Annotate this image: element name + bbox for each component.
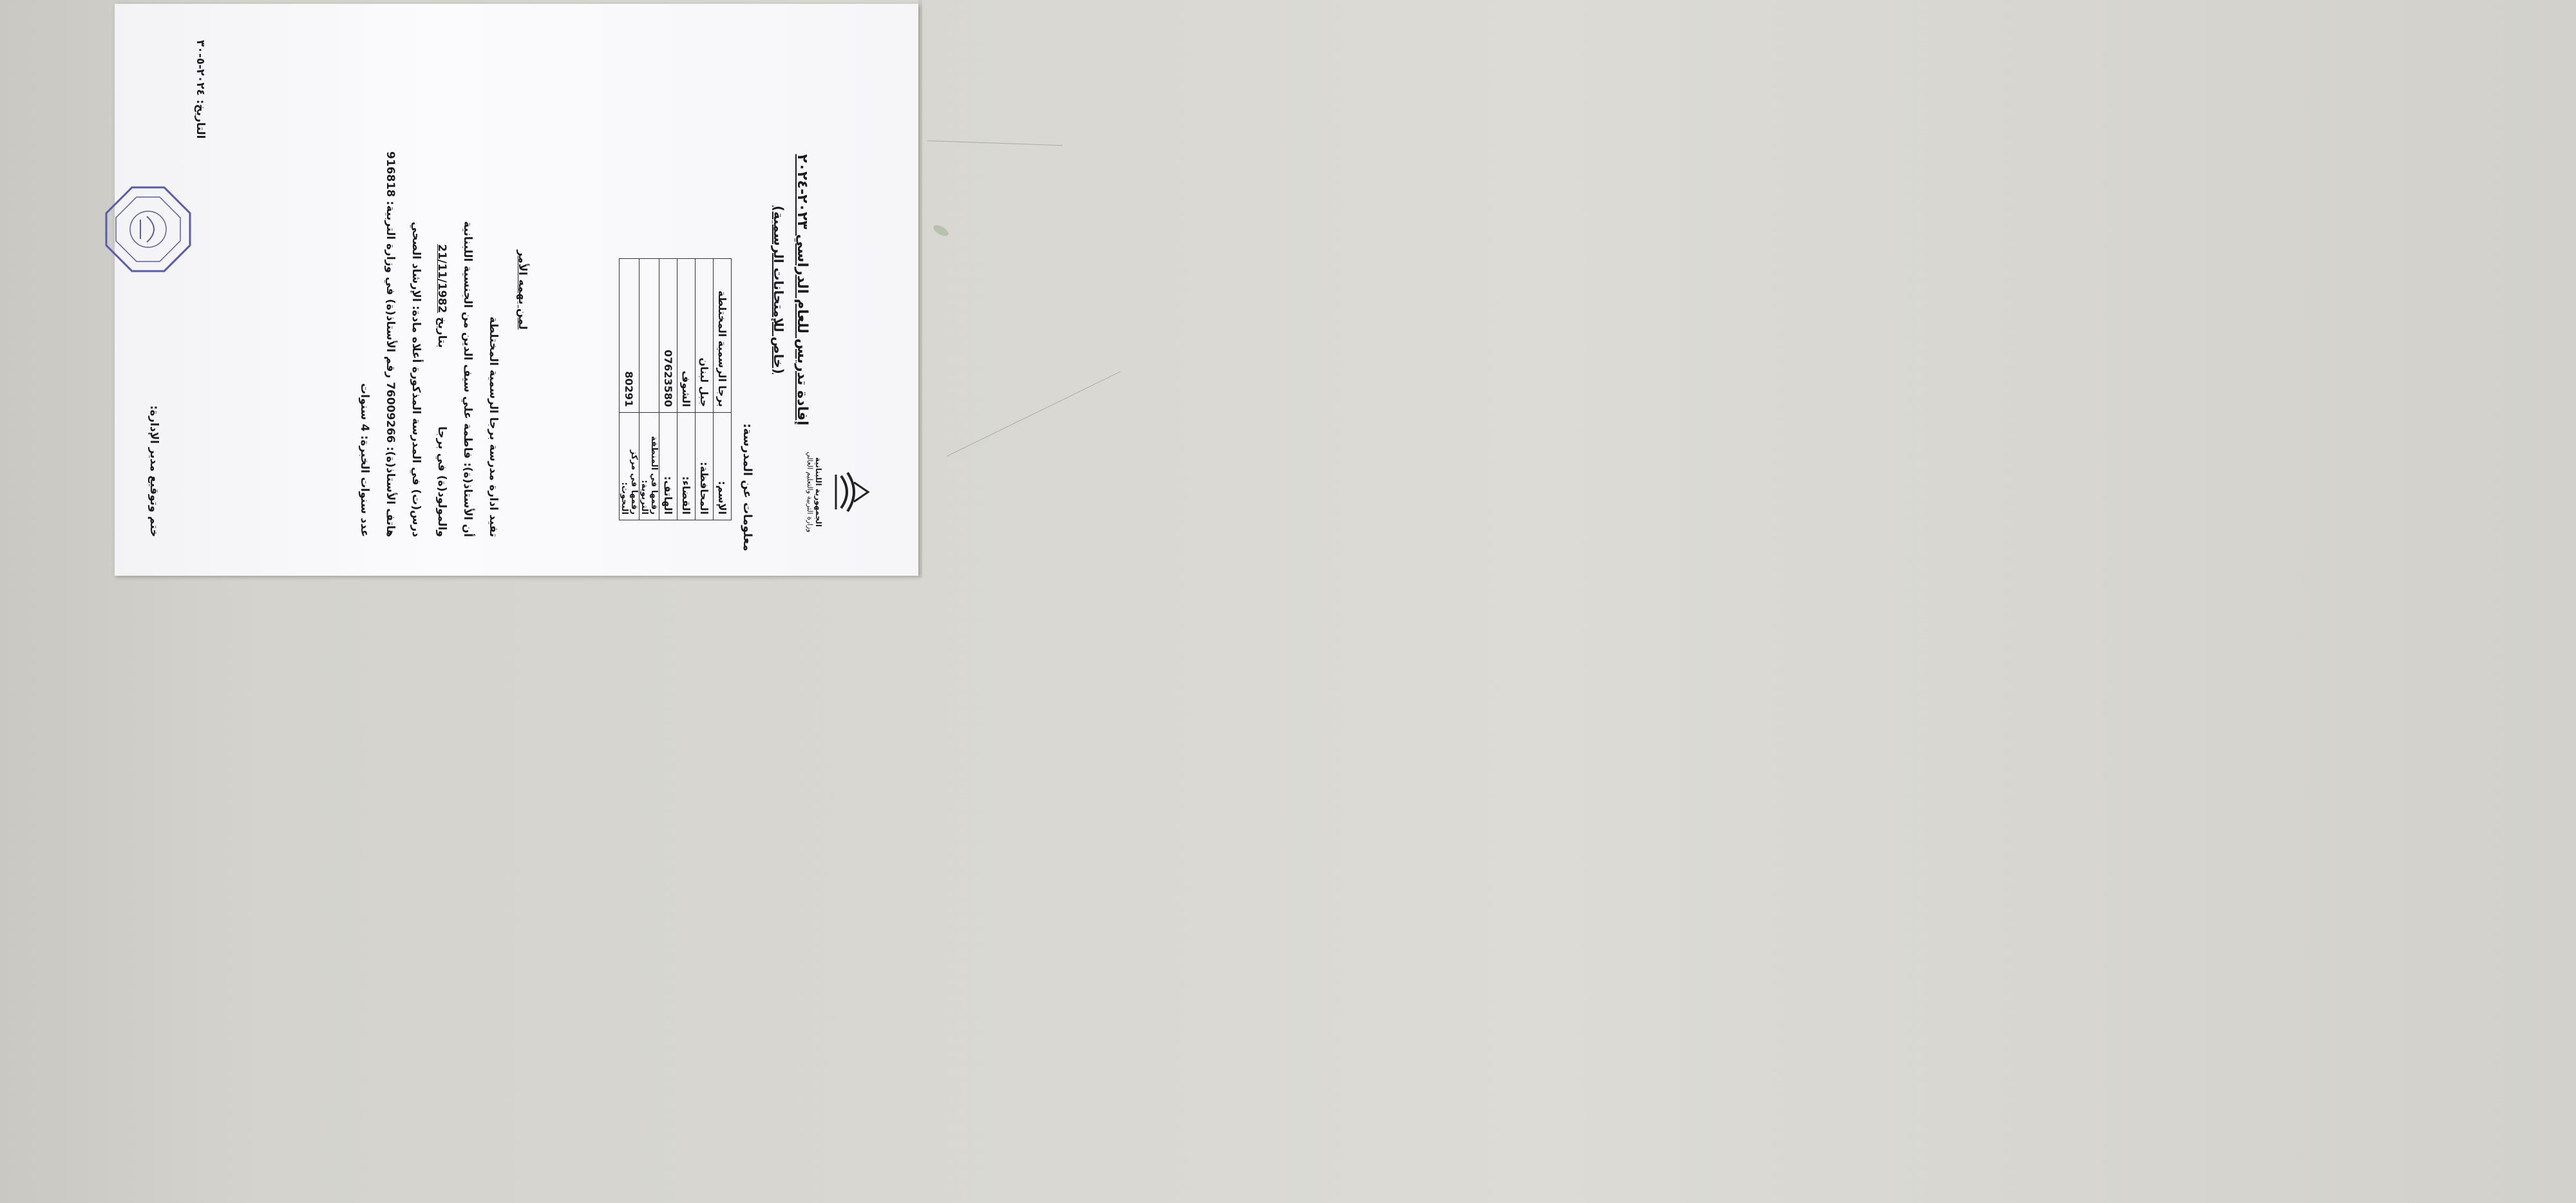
school-info-table [619,258,732,520]
body-line-school: تفيد ادارة مدرسة برجا الرسمية المختلطة [487,316,500,537]
info-label: المحافظة: [696,413,714,520]
signature-label: ختم وتوقيع مدير الإدارة: [147,405,160,537]
ministry-number: 916818 [384,151,397,197]
document-content [115,4,918,576]
page-edge-shadow [918,0,922,578]
teacher-prefix: أن الأستاذ(ة): [461,462,474,537]
experience-value: 4 سنوات [358,383,371,432]
info-label: الهاتف: [659,413,677,520]
teacher-name: فاطمة علي سيف الدين من الجنسية اللبنانية [461,221,474,459]
table-crease [927,140,1063,146]
info-value: الشوف [677,259,696,413]
birth-date-label: بتاريخ [435,317,448,348]
to-whom-it-may-concern: لمن يهمه الأمر [516,250,529,330]
info-value: 07623580 [659,259,677,413]
ministry-logo-icon [828,469,873,515]
ministry-label: وزارة التربية والتعليم العالي [806,451,814,533]
info-label: رقمها في مركز البحوث: [620,413,639,520]
body-line-birth [435,244,448,537]
school-stamp-icon [103,184,193,274]
document-date: التاريخ: ٢٠٢٤-٥-٣٠ [194,40,207,139]
table-row [696,259,714,520]
info-value: جبل لبنان [696,259,714,413]
republic-label: الجمهورية اللبنانية [814,457,823,527]
info-value [639,259,659,413]
birth-date: 21/11/1982 [435,244,448,314]
birthplace: والمولود(ة) في برجا [435,426,448,537]
table-row [639,259,659,520]
table-row [714,259,732,520]
info-label: الإسم: [714,413,732,520]
table-crease [947,371,1121,456]
ministry-number-label: رقم الأستاذ(ة) في وزارة التربية: [384,200,397,379]
table-debris [932,223,951,238]
info-value: 80291 [620,259,639,413]
body-line-phone [384,151,397,537]
document-title: إفادة تدريس للعام الدراسي ٢٠٢٣-٢٠٢٤ [794,154,810,426]
info-label: رقمها في المنطقة التربوية: [639,413,659,520]
table-row [659,259,677,520]
phone-label: هاتف الأستاذ(ة): [384,446,397,537]
info-value: برجا الرسمية المختلطة [714,259,732,413]
info-label: القضاء: [677,413,696,520]
ministry-logo-block [806,447,873,537]
body-line-subject: درس(ت) في المدرسة المذكورة أعلاه مادة: الإرشاد الصحي [410,222,422,537]
phone-value: 76009266 [384,382,397,443]
table-row [620,259,639,520]
school-info-label: معلومات عن المدرسة: [741,423,754,551]
experience-label: عدد سنوات الخبرة: [358,435,371,537]
body-line-experience [358,383,371,537]
document-subtitle: (خاص للإمتحانات الرسمية) [771,205,786,374]
body-line-teacher [461,221,474,537]
table-row [677,259,696,520]
